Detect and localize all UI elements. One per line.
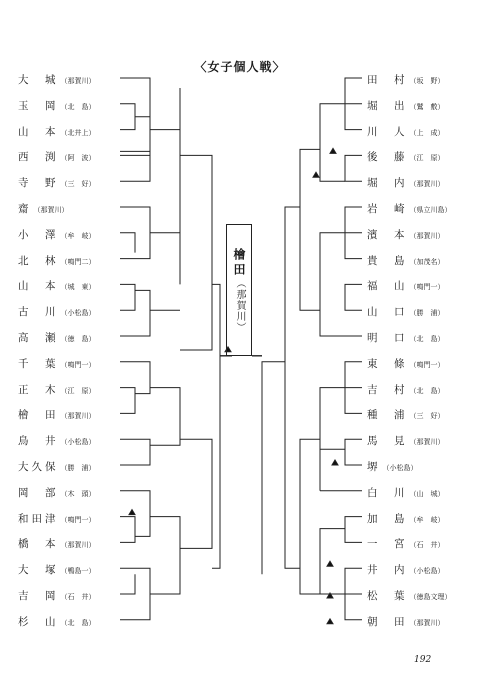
marker-triangle xyxy=(129,510,135,515)
left-line xyxy=(120,574,135,594)
player-name: 一 宮 xyxy=(367,538,408,551)
player-team: （江 原） xyxy=(409,154,445,163)
player-team: （三 好） xyxy=(60,180,96,189)
player-name: 堺 xyxy=(367,461,381,473)
player-name: 岩 崎 xyxy=(367,203,408,215)
player-team: （勝 浦） xyxy=(60,464,96,472)
player-team: （那賀川） xyxy=(33,206,69,214)
player-name: 白 川 xyxy=(367,486,408,499)
player-name: 檜 田 xyxy=(18,409,59,422)
player-team: （県立川島） xyxy=(409,206,452,214)
player-name: 西 渕 xyxy=(18,151,59,164)
player-team: （鳴門一） xyxy=(60,515,96,524)
player-team: （上 成） xyxy=(409,128,445,137)
player-name: 大久保 xyxy=(18,461,59,473)
player-team: （北 島） xyxy=(409,386,445,395)
right-line xyxy=(300,439,320,594)
player-team: （木 頭） xyxy=(60,489,96,498)
right-line xyxy=(345,284,362,310)
player-name: 小 澤 xyxy=(18,228,59,241)
page-number: 192 xyxy=(414,655,432,665)
player-name: 朝 田 xyxy=(367,615,408,628)
player-team: （小松島） xyxy=(60,309,96,318)
right-line xyxy=(320,529,345,594)
marker-triangle xyxy=(313,172,319,177)
player-name: 岡 部 xyxy=(18,486,59,499)
player-team: （北 島） xyxy=(409,335,445,343)
left-line xyxy=(120,439,150,465)
player-team: （江 原） xyxy=(60,386,96,395)
player-team: （小松島） xyxy=(409,567,445,576)
player-name: 橋 本 xyxy=(18,538,59,551)
player-team: （城 東） xyxy=(60,283,96,292)
right-line xyxy=(262,362,285,574)
player-name: 玉 岡 xyxy=(18,99,59,112)
player-team: （三 好） xyxy=(409,412,445,421)
left-line xyxy=(120,104,135,130)
player-team: （那賀川） xyxy=(409,618,445,627)
player-name: 高 瀬 xyxy=(18,332,59,344)
marker-triangle xyxy=(332,460,338,465)
player-name: 井 内 xyxy=(367,564,408,577)
player-team: （那賀川） xyxy=(409,438,445,447)
player-team: （那賀川） xyxy=(60,77,96,85)
player-name: 堀 内 xyxy=(367,177,408,190)
left-line xyxy=(120,517,135,543)
player-team: （鷲 敷） xyxy=(409,102,445,111)
left-line xyxy=(120,284,135,310)
player-name: 杉 山 xyxy=(18,615,59,628)
player-team: （徳島文理） xyxy=(409,593,452,601)
player-name: 山 本 xyxy=(18,125,59,138)
player-name: 正 木 xyxy=(18,383,59,396)
player-team: （鳴門一） xyxy=(409,283,445,292)
player-team: （鳴門一） xyxy=(60,360,96,369)
left-line xyxy=(120,233,135,253)
player-name: 松 葉 xyxy=(367,590,408,602)
player-name: 大 塚 xyxy=(18,564,59,577)
player-name: 種 浦 xyxy=(367,409,408,422)
player-team: （徳 島） xyxy=(60,335,96,343)
player-name: 川 人 xyxy=(367,125,408,138)
champion-box xyxy=(226,224,252,356)
player-team: （鴨島一） xyxy=(60,567,96,576)
player-team: （勝 浦） xyxy=(409,309,445,318)
left-line xyxy=(180,439,212,548)
player-name: 貴 島 xyxy=(367,254,408,267)
player-name: 山 口 xyxy=(367,306,408,319)
player-name: 吉 岡 xyxy=(18,590,59,602)
right-line xyxy=(320,104,345,181)
page-title: 〈女子個人戦〉 xyxy=(194,60,286,74)
player-team: （鳴門二） xyxy=(60,257,96,266)
left-line xyxy=(180,155,212,350)
player-team: （鳴門一） xyxy=(409,360,445,369)
player-team: （牟 岐） xyxy=(409,515,445,524)
champion-name: 檜田 xyxy=(232,247,246,278)
right-line xyxy=(345,439,362,465)
player-name: 千 葉 xyxy=(18,357,59,370)
left-line xyxy=(212,284,220,568)
player-name: 濱 本 xyxy=(367,228,408,241)
player-name: 齋 xyxy=(18,203,32,215)
player-name: 寺 野 xyxy=(18,177,59,190)
player-team: （小松島） xyxy=(60,438,96,447)
player-name: 北 林 xyxy=(18,254,59,267)
player-team: （坂 野） xyxy=(409,77,445,85)
player-name: 大 城 xyxy=(18,74,59,86)
player-team: （加茂名） xyxy=(409,257,445,266)
player-team: （那賀川） xyxy=(60,541,96,550)
player-name: 古 川 xyxy=(18,306,59,319)
player-name: 吉 村 xyxy=(367,383,408,396)
marker-triangle xyxy=(327,561,333,566)
player-name: 鳥 井 xyxy=(18,435,59,448)
player-team: （那賀川） xyxy=(409,180,445,189)
champion-team: （那賀川） xyxy=(234,277,245,333)
player-name: 加 島 xyxy=(367,512,408,525)
marker-triangle xyxy=(327,619,333,624)
right-line xyxy=(320,388,345,491)
player-team: （牟 岐） xyxy=(60,231,96,240)
right-line xyxy=(345,517,362,543)
player-name: 後 藤 xyxy=(367,151,408,164)
player-team: （石 井） xyxy=(60,593,96,601)
player-name: 馬 見 xyxy=(367,435,408,448)
player-name: 田 村 xyxy=(367,74,408,86)
player-team: （北 島） xyxy=(60,102,96,111)
player-team: （小松島） xyxy=(382,464,418,472)
marker-triangle xyxy=(330,148,336,153)
player-name: 堀 出 xyxy=(367,99,408,112)
left-line xyxy=(120,388,135,414)
player-team: （那賀川） xyxy=(409,231,445,240)
player-name: 明 口 xyxy=(367,332,408,344)
left-line xyxy=(150,517,180,594)
player-team: （北 島） xyxy=(60,618,96,627)
right-line xyxy=(285,207,300,568)
player-name: 福 山 xyxy=(367,280,408,293)
player-name: 東 條 xyxy=(367,357,408,370)
right-line xyxy=(345,155,362,181)
player-team: （阿 波） xyxy=(60,154,96,163)
player-team: （北井上） xyxy=(60,128,96,137)
player-name: 和田津 xyxy=(18,512,59,525)
left-line xyxy=(150,388,180,446)
player-name: 山 本 xyxy=(18,280,59,293)
player-team: （石 井） xyxy=(409,541,445,550)
player-team: （山 城） xyxy=(409,489,445,498)
player-team: （那賀川） xyxy=(60,412,96,421)
